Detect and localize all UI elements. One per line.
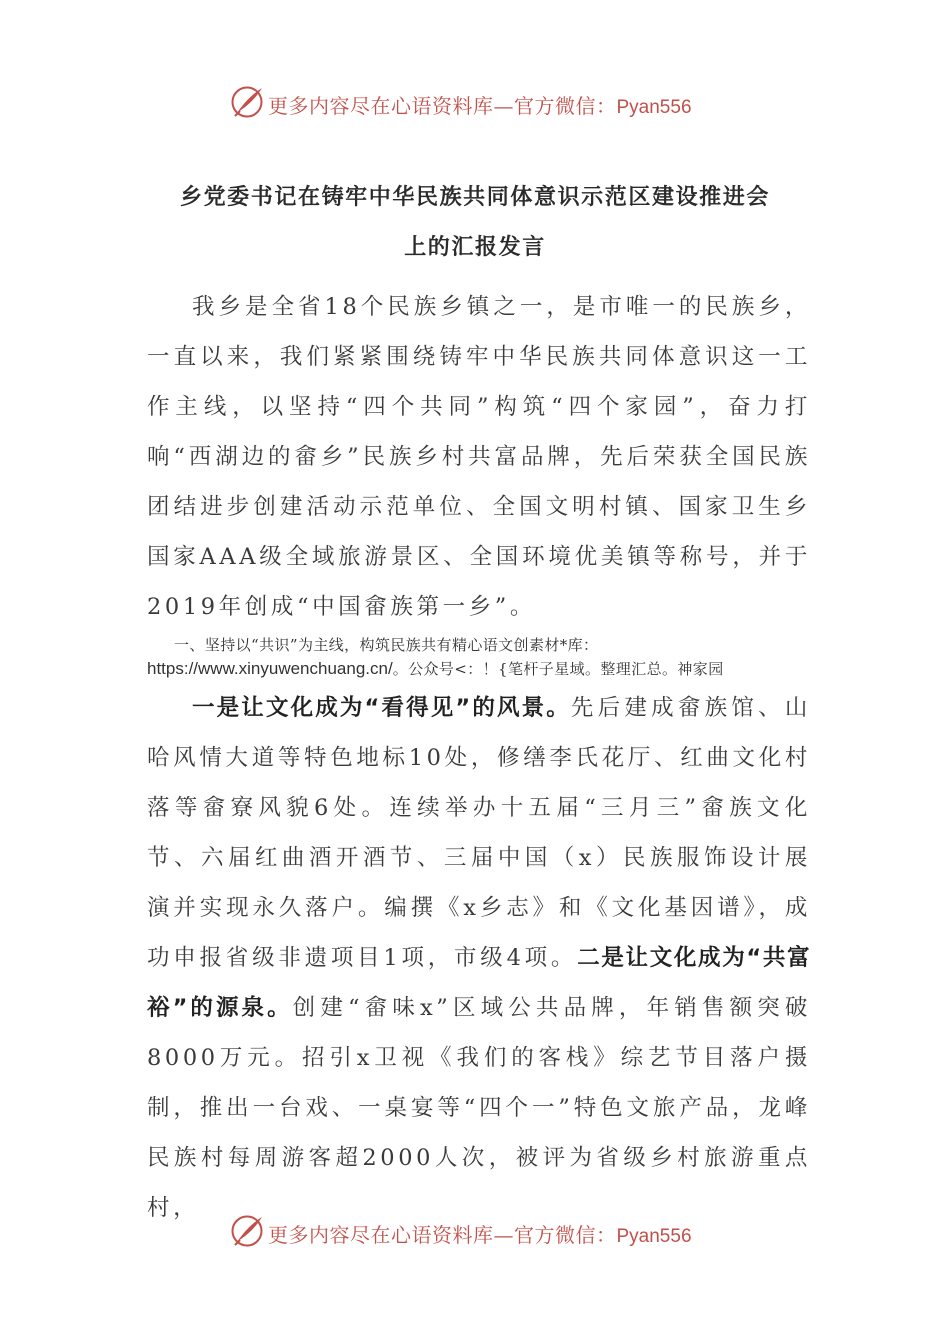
- section-heading-1: 一、坚持以“共识”为主线，构筑民族共有精心语文创素材*库：https://www.xinyuwenchuang.cn/。公众号<：！{笔杆子星域。整理汇总。神家园: [147, 636, 724, 678]
- document-title-line1: 乡党委书记在铸牢中华民族共同体意识示范区建设推进会: [179, 185, 770, 210]
- document-title-line2: 上的汇报发言: [404, 235, 546, 260]
- source-url: https://www.xinyuwenchuang.cn/: [147, 659, 393, 678]
- point-1-heading: 一是让文化成为“看得见”的风景。: [192, 695, 571, 721]
- point-1-text: 先后建成畲族馆、山哈风情大道等特色地标10处，修缮李氏花厅、红曲文化村落等畲寮风貌6处。连续举办十五届“三月三”畲族文化节、六届红曲酒开酒节、三届中国（x）民族服饰设计展演并实现永久落户。编撰《x乡志》和《文化基因谱》，成功申报省级非遗项目1项，市级4项。: [147, 695, 811, 971]
- header-banner-text: 更多内容尽在心语资料库—官方微信：Pyan556: [268, 94, 692, 118]
- point-2-text: 创建“畲味x”区域公共品牌，年销售额突破8000万元。招引x卫视《我们的客栈》综艺节目落户摄制，推出一台戏、一桌宴等“四个一”特色文旅产品，龙峰民族村每周游客超2000人次，被评为省级乡村旅游重点村，: [147, 995, 811, 1221]
- header-banner: [0, 82, 950, 126]
- intro-paragraph: 我乡是全省18个民族乡镇之一，是市唯一的民族乡，一直以来，我们紧紧围绕铸牢中华民族共同体意识这一工作主线，以坚持“四个共同”构筑“四个家园”，奋力打响“西湖边的畲乡”民族乡村共富品牌，先后荣获全国民族团结进步创建活动示范单位、全国文明村镇、国家卫生乡国家AAA级全域旅游景区、全国环境优美镇等称号，并于2019年创成“中国畲族第一乡”。: [147, 294, 811, 620]
- wechat-handle: Pyan556: [616, 97, 692, 118]
- footer-banner: [0, 1211, 950, 1255]
- quill-pen-icon: [229, 1213, 265, 1249]
- wechat-handle: Pyan556: [616, 1226, 692, 1247]
- point-2-heading: 二是让文化成为“共富裕”的源泉。: [147, 945, 811, 1021]
- footer-banner-text: 更多内容尽在心语资料库—官方微信：Pyan556: [268, 1223, 692, 1247]
- body-paragraph: [147, 683, 811, 1233]
- quill-pen-icon: [229, 84, 265, 120]
